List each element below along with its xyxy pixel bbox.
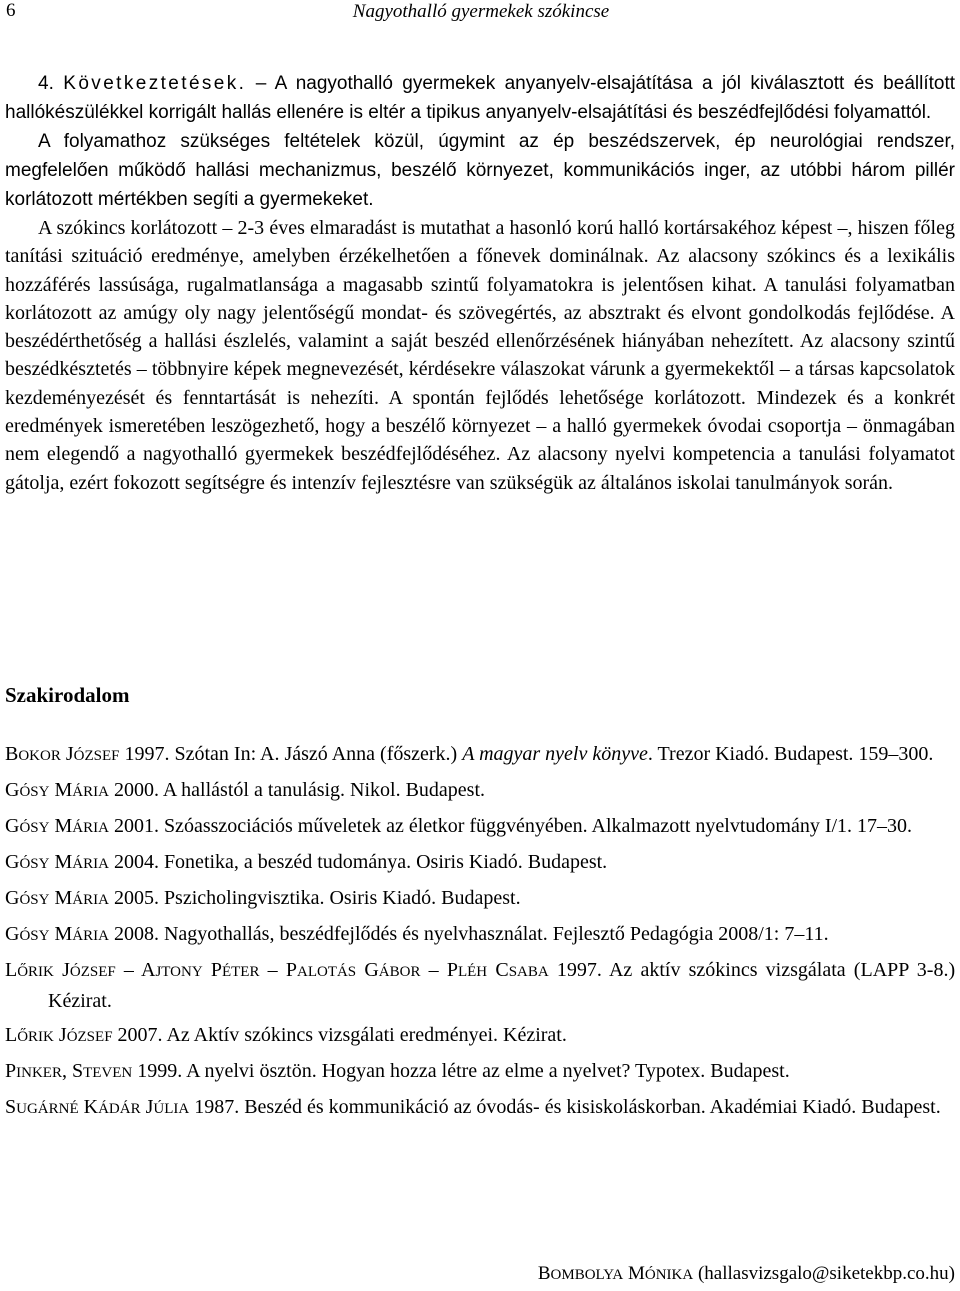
reference-item: PINKER, STEVEN 1999. A nyelvi ösztön. Hogyan hozza létre az elme a nyelvet? Typotex. Budapest. <box>5 1060 790 1082</box>
conclusion-intro-text: – A nagyothalló gyermekek anyanyelv-elsajátítása a jól kiválasztott és beállított hallókészülékkel korrigált hallás ellenére is eltér a tipikus anyanyelv-elsajátítási és beszédfejlődési folyamattól. <box>5 73 956 123</box>
reference-author: GÓSY MÁRIA <box>5 779 109 801</box>
reference-item: GÓSY MÁRIA 2001. Szóasszociációs műveletek az életkor függvényében. Alkalmazott nyelvtudomány I/1. 17–30. <box>5 815 913 837</box>
reference-year: 2008 <box>113 923 154 945</box>
reference-item: LŐRIK JÓZSEF – AJTONY PÉTER – PALOTÁS GÁBOR – PLÉH CSABA 1997. Az aktív szókincs vizsgálata (LAPP 3-8.) Kézirat. <box>5 959 956 1012</box>
conclusion-paragraph-3: A szókincs korlátozott – 2-3 éves elmaradást is mutathat a hasonló korú halló kortársakéhoz képest –, hiszen főleg tanítási szituáció eredménye, amelyben érzékelhetően a főnevek dominálnak. Az alacsony szókincs és a lexikális hozzáférés lassúsága, rugalmatlansága a magasabb szintű folyamatokra is jelentősen kihat. A tanulási folyamatban korlátozott az amúgy oly nagy jelentőségű mondat- és szövegértés, az absztrakt és elvont gondolkodás fejlődése. A beszédérthetőség a hallási észlelés, valamint a saját beszéd ellenőrzésének hiányában nehezített. Az alacsony szintű beszédkésztetés – többnyire képek megnevezését, kérdésekre válaszokat várunk a gyermekektől – a társas kapcsolatok kezdeményezését és fenntartását is nehezíti. A spontán fejlődés lehetősége korlátozott. Mindezek és a konkrét eredmények ismeretében leszögezhető, hogy a beszélő környezet – a halló gyermekek óvodai csoportja – önmagában nem elegendő a nagyothalló gyermekek beszédfejlődéséhez. Az alacsony nyelvi kompetencia a tanulási folyamatot gátolja, ezért fokozott segítségre és intenzív fejlesztésre van szükségük az általános iskolai tanulmányok során. <box>5 217 955 494</box>
reference-text: A nyelvi ösztön. Hogyan hozza létre az elme a nyelvet? Typotex. Budapest. <box>186 1060 790 1082</box>
section-number: 4. <box>38 73 54 94</box>
reference-item: GÓSY MÁRIA 2004. Fonetika, a beszéd tudománya. Osiris Kiadó. Budapest. <box>5 851 608 873</box>
reference-author: GÓSY MÁRIA <box>5 815 109 837</box>
footer-author-name: BOMBOLYA MÓNIKA <box>537 1263 694 1284</box>
reference-text-after: . Trezor Kiadó. Budapest. 159–300. <box>647 743 934 765</box>
reference-author: GÓSY MÁRIA <box>5 923 109 945</box>
reference-author: BOKOR JÓZSEF <box>5 743 120 765</box>
reference-year: 1987 <box>194 1096 235 1118</box>
reference-item: GÓSY MÁRIA 2005. Pszicholingvisztika. Osiris Kiadó. Budapest. <box>5 887 521 909</box>
reference-item: SUGÁRNÉ KÁDÁR JÚLIA 1987. Beszéd és kommunikáció az óvodás- és kisiskoláskorban. Akadémiai Kiadó. Budapest. <box>5 1096 941 1118</box>
reference-author: SUGÁRNÉ KÁDÁR JÚLIA <box>5 1096 190 1118</box>
reference-text: Pszicholingvisztika. Osiris Kiadó. Budapest. <box>163 887 521 909</box>
reference-item: LŐRIK JÓZSEF 2007. Az Aktív szókincs vizsgálati eredményei. Kézirat. <box>5 1024 567 1046</box>
reference-author: PINKER, STEVEN <box>5 1060 133 1082</box>
reference-author: GÓSY MÁRIA <box>5 851 109 873</box>
reference-text: Beszéd és kommunikáció az óvodás- és kisiskoláskorban. Akadémiai Kiadó. Budapest. <box>244 1096 941 1118</box>
reference-author: GÓSY MÁRIA <box>5 887 109 909</box>
conclusion-intro-paragraph <box>5 69 955 127</box>
footer-author-email: (hallasvizsgalo@siketekbp.co.hu) <box>697 1263 955 1284</box>
reference-item: GÓSY MÁRIA 2008. Nagyothallás, beszédfejlődés és nyelvhasználat. Fejlesztő Pedagógia 2008/1: 7–11. <box>5 923 829 945</box>
reference-text: Szóasszociációs műveletek az életkor függvényében. Alkalmazott nyelvtudomány I/1. 17–30. <box>163 815 913 837</box>
references-heading: Szakirodalom <box>5 683 130 707</box>
reference-year: 2005 <box>113 887 154 909</box>
page-number: 6 <box>6 0 16 21</box>
reference-year: 2004 <box>113 851 154 873</box>
reference-text: Fonetika, a beszéd tudománya. Osiris Kiadó. Budapest. <box>163 851 608 873</box>
reference-year: 2007 <box>117 1024 158 1046</box>
reference-year: 1997 <box>124 743 165 765</box>
reference-author: LŐRIK JÓZSEF <box>5 1024 113 1046</box>
reference-year: 1997 <box>556 959 597 981</box>
running-title: Nagyothalló gyermekek szókincse <box>352 1 610 22</box>
reference-text: Nagyothallás, beszédfejlődés és nyelvhasználat. Fejlesztő Pedagógia 2008/1: 7–11. <box>163 923 829 945</box>
reference-year: 2000 <box>113 779 154 801</box>
page-header <box>6 0 956 26</box>
reference-text: A hallástól a tanulásig. Nikol. Budapest. <box>162 779 486 801</box>
reference-text: Szótan In: A. Jászó Anna (főszerk.) <box>174 743 458 765</box>
reference-year: 2001 <box>113 815 154 837</box>
reference-item: BOKOR JÓZSEF 1997. Szótan In: A. Jászó Anna (főszerk.) A magyar nyelv könyve. Trezor Kiadó. Budapest. 159–300. <box>5 743 934 765</box>
conclusion-section <box>5 69 955 497</box>
reference-book-title: A magyar nyelv könyve <box>462 743 648 765</box>
reference-text: Az aktív szókincs vizsgálata (LAPP 3-8.) Kézirat. <box>48 959 956 1012</box>
author-footer <box>538 1263 955 1285</box>
section-label: Következtetések. <box>63 73 247 94</box>
reference-author: LŐRIK JÓZSEF – AJTONY PÉTER – PALOTÁS GÁBOR – PLÉH CSABA <box>5 959 549 981</box>
reference-list <box>5 740 955 1129</box>
reference-year: 1999 <box>137 1060 178 1082</box>
reference-item: GÓSY MÁRIA 2000. A hallástól a tanulásig. Nikol. Budapest. <box>5 779 486 801</box>
conclusion-paragraph-2: A folyamathoz szükséges feltételek közül, úgymint az ép beszédszervek, ép neurológiai rendszer, megfelelően működő hallási mechanizmus, beszélő környezet, kommunikációs inger, az utóbbi három pillér korlátozott mértékben segíti a gyermekeket. <box>5 131 955 210</box>
reference-text: Az Aktív szókincs vizsgálati eredményei. Kézirat. <box>166 1024 567 1046</box>
